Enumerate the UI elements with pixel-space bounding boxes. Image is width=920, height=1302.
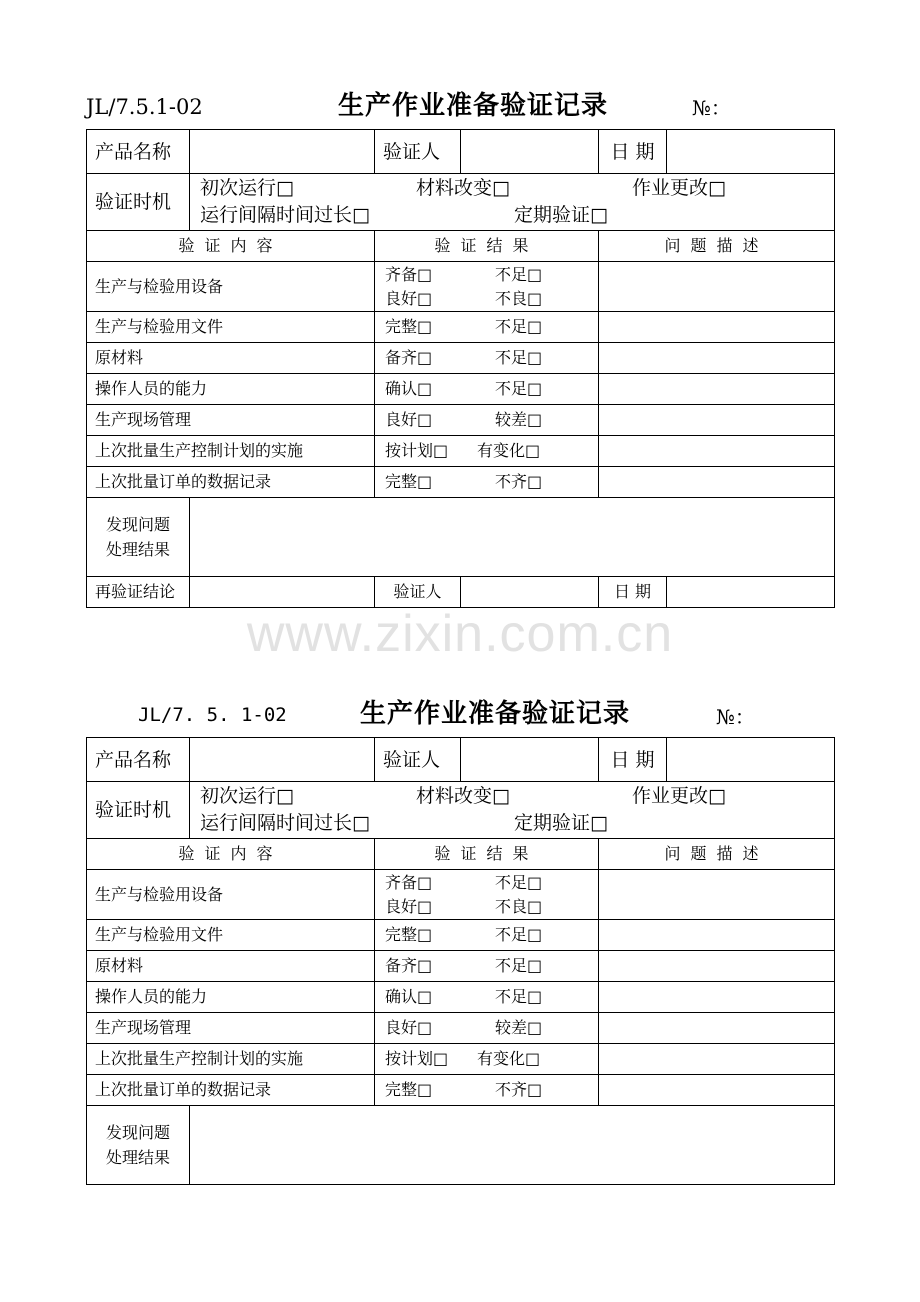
timing-options [190, 782, 835, 839]
row-result [375, 262, 599, 312]
row-item-label: 原材料 [87, 343, 375, 374]
verification-form-2 [86, 737, 835, 1185]
result-header: 验证结果 [375, 231, 599, 262]
result-checkbox[interactable]: 不良□ [495, 288, 543, 308]
verifier-label: 验证人 [375, 130, 461, 174]
content-header: 验证内容 [87, 839, 375, 870]
table-row [87, 436, 835, 467]
reverify-date-label: 日 期 [599, 577, 667, 608]
table-row [87, 1044, 835, 1075]
document-code: JL/7.5.1-02 [86, 95, 203, 119]
result-checkbox[interactable]: 确认□ [385, 987, 433, 1006]
verification-form-1 [86, 129, 835, 608]
result-checkbox[interactable]: 完整□ [385, 472, 433, 491]
problem-description-field[interactable] [599, 467, 835, 498]
row-item-label: 操作人员的能力 [87, 982, 375, 1013]
reverify-date-field[interactable] [667, 577, 835, 608]
row-item-label: 上次批量生产控制计划的实施 [87, 436, 375, 467]
timing-periodic-checkbox[interactable]: 定期验证□ [514, 204, 608, 226]
table-row [87, 262, 835, 312]
document-number-label: №： [692, 96, 731, 120]
result-checkbox[interactable]: 较差□ [495, 1018, 543, 1037]
problem-description-field[interactable] [599, 312, 835, 343]
reverify-verifier-field[interactable] [461, 577, 599, 608]
result-checkbox[interactable]: 良好□ [385, 288, 433, 308]
result-checkbox[interactable]: 不足□ [495, 348, 543, 367]
result-checkbox[interactable]: 不良□ [495, 896, 543, 916]
timing-first-run-checkbox[interactable]: 初次运行□ [200, 177, 294, 199]
watermark: www.zixin.com.cn [246, 605, 674, 663]
row-item-label: 上次批量生产控制计划的实施 [87, 1044, 375, 1075]
table-row [87, 982, 835, 1013]
date-field[interactable] [667, 130, 835, 174]
findings-label [87, 498, 190, 577]
row-result [375, 1075, 599, 1106]
findings-label-line-1: 发现问题 [105, 515, 170, 534]
date-label: 日 期 [599, 738, 667, 782]
result-checkbox[interactable]: 有变化□ [477, 441, 541, 460]
result-checkbox[interactable]: 良好□ [385, 896, 433, 916]
findings-label-line-1: 发现问题 [105, 1123, 170, 1142]
row-item-label: 上次批量订单的数据记录 [87, 1075, 375, 1106]
problem-description-field[interactable] [599, 1044, 835, 1075]
problem-description-field[interactable] [599, 951, 835, 982]
findings-label-line-2: 处理结果 [105, 540, 170, 559]
timing-long-interval-checkbox[interactable]: 运行间隔时间过长□ [200, 204, 370, 226]
verifier-field[interactable] [461, 130, 599, 174]
row-result [375, 343, 599, 374]
result-checkbox[interactable]: 不齐□ [495, 472, 543, 491]
row-item-label: 上次批量订单的数据记录 [87, 467, 375, 498]
problem-header: 问题描述 [599, 231, 835, 262]
document-title: 生产作业准备验证记录 [360, 699, 631, 729]
result-checkbox[interactable]: 备齐□ [385, 956, 433, 975]
timing-label: 验证时机 [87, 782, 190, 839]
result-checkbox[interactable]: 齐备□ [385, 872, 433, 892]
reverify-conclusion-field[interactable] [190, 577, 375, 608]
verifier-field[interactable] [461, 738, 599, 782]
timing-options [190, 174, 835, 231]
row-result [375, 1013, 599, 1044]
date-label: 日 期 [599, 130, 667, 174]
findings-field[interactable] [190, 498, 835, 577]
row-item-label: 生产与检验用设备 [87, 262, 375, 312]
problem-description-field[interactable] [599, 405, 835, 436]
verifier-label: 验证人 [375, 738, 461, 782]
findings-label [87, 1106, 190, 1185]
result-checkbox[interactable]: 良好□ [385, 410, 433, 429]
table-row [87, 870, 835, 920]
timing-material-change-checkbox[interactable]: 材料改变□ [416, 785, 510, 807]
table-row [87, 312, 835, 343]
table-row [87, 920, 835, 951]
result-checkbox[interactable]: 完整□ [385, 925, 433, 944]
row-result [375, 374, 599, 405]
row-result [375, 1044, 599, 1075]
reverify-verifier-label: 验证人 [375, 577, 461, 608]
problem-description-field[interactable] [599, 982, 835, 1013]
result-checkbox[interactable]: 完整□ [385, 317, 433, 336]
row-result [375, 951, 599, 982]
problem-description-field[interactable] [599, 374, 835, 405]
result-checkbox[interactable]: 不足□ [495, 925, 543, 944]
table-row [87, 405, 835, 436]
result-checkbox[interactable]: 齐备□ [385, 264, 433, 284]
row-result [375, 982, 599, 1013]
table-row [87, 374, 835, 405]
row-result [375, 405, 599, 436]
result-checkbox[interactable]: 不足□ [495, 317, 543, 336]
row-item-label: 操作人员的能力 [87, 374, 375, 405]
document-title: 生产作业准备验证记录 [338, 91, 609, 121]
row-result [375, 436, 599, 467]
row-item-label: 生产现场管理 [87, 405, 375, 436]
timing-periodic-checkbox[interactable]: 定期验证□ [514, 812, 608, 834]
table-row [87, 1013, 835, 1044]
product-name-field[interactable] [190, 738, 375, 782]
result-checkbox[interactable]: 备齐□ [385, 348, 433, 367]
problem-description-field[interactable] [599, 870, 835, 920]
problem-description-field[interactable] [599, 920, 835, 951]
result-checkbox[interactable]: 不齐□ [495, 1080, 543, 1099]
result-checkbox[interactable]: 确认□ [385, 379, 433, 398]
result-checkbox[interactable]: 按计划□ [385, 1049, 449, 1068]
result-checkbox[interactable]: 不足□ [495, 264, 543, 284]
content-header: 验证内容 [87, 231, 375, 262]
document-number-label: №： [716, 705, 755, 729]
row-result [375, 312, 599, 343]
timing-job-change-checkbox[interactable]: 作业更改□ [632, 785, 726, 807]
result-checkbox[interactable]: 完整□ [385, 1080, 433, 1099]
row-item-label: 生产与检验用设备 [87, 870, 375, 920]
table-row [87, 467, 835, 498]
result-header: 验证结果 [375, 839, 599, 870]
reverify-label: 再验证结论 [87, 577, 190, 608]
result-checkbox[interactable]: 不足□ [495, 956, 543, 975]
timing-job-change-checkbox[interactable]: 作业更改□ [632, 177, 726, 199]
result-checkbox[interactable]: 有变化□ [477, 1049, 541, 1068]
row-result [375, 920, 599, 951]
timing-long-interval-checkbox[interactable]: 运行间隔时间过长□ [200, 812, 370, 834]
problem-description-field[interactable] [599, 1075, 835, 1106]
result-checkbox[interactable]: 良好□ [385, 1018, 433, 1037]
result-checkbox[interactable]: 不足□ [495, 379, 543, 398]
result-checkbox[interactable]: 较差□ [495, 410, 543, 429]
row-result [375, 870, 599, 920]
table-row [87, 343, 835, 374]
result-checkbox[interactable]: 不足□ [495, 872, 543, 892]
row-item-label: 生产与检验用文件 [87, 920, 375, 951]
findings-label-line-2: 处理结果 [105, 1148, 170, 1167]
row-item-label: 生产与检验用文件 [87, 312, 375, 343]
problem-description-field[interactable] [599, 436, 835, 467]
problem-description-field[interactable] [599, 1013, 835, 1044]
product-name-label: 产品名称 [87, 130, 190, 174]
result-checkbox[interactable]: 不足□ [495, 987, 543, 1006]
table-row [87, 1075, 835, 1106]
problem-description-field[interactable] [599, 262, 835, 312]
timing-material-change-checkbox[interactable]: 材料改变□ [416, 177, 510, 199]
product-name-label: 产品名称 [87, 738, 190, 782]
timing-first-run-checkbox[interactable]: 初次运行□ [200, 785, 294, 807]
result-checkbox[interactable]: 按计划□ [385, 441, 449, 460]
table-row [87, 951, 835, 982]
product-name-field[interactable] [190, 130, 375, 174]
timing-label: 验证时机 [87, 174, 190, 231]
date-field[interactable] [667, 738, 835, 782]
document-code: JL/7. 5. 1-02 [138, 704, 287, 726]
problem-header: 问题描述 [599, 839, 835, 870]
findings-field[interactable] [190, 1106, 835, 1185]
row-item-label: 生产现场管理 [87, 1013, 375, 1044]
row-result [375, 467, 599, 498]
problem-description-field[interactable] [599, 343, 835, 374]
row-item-label: 原材料 [87, 951, 375, 982]
